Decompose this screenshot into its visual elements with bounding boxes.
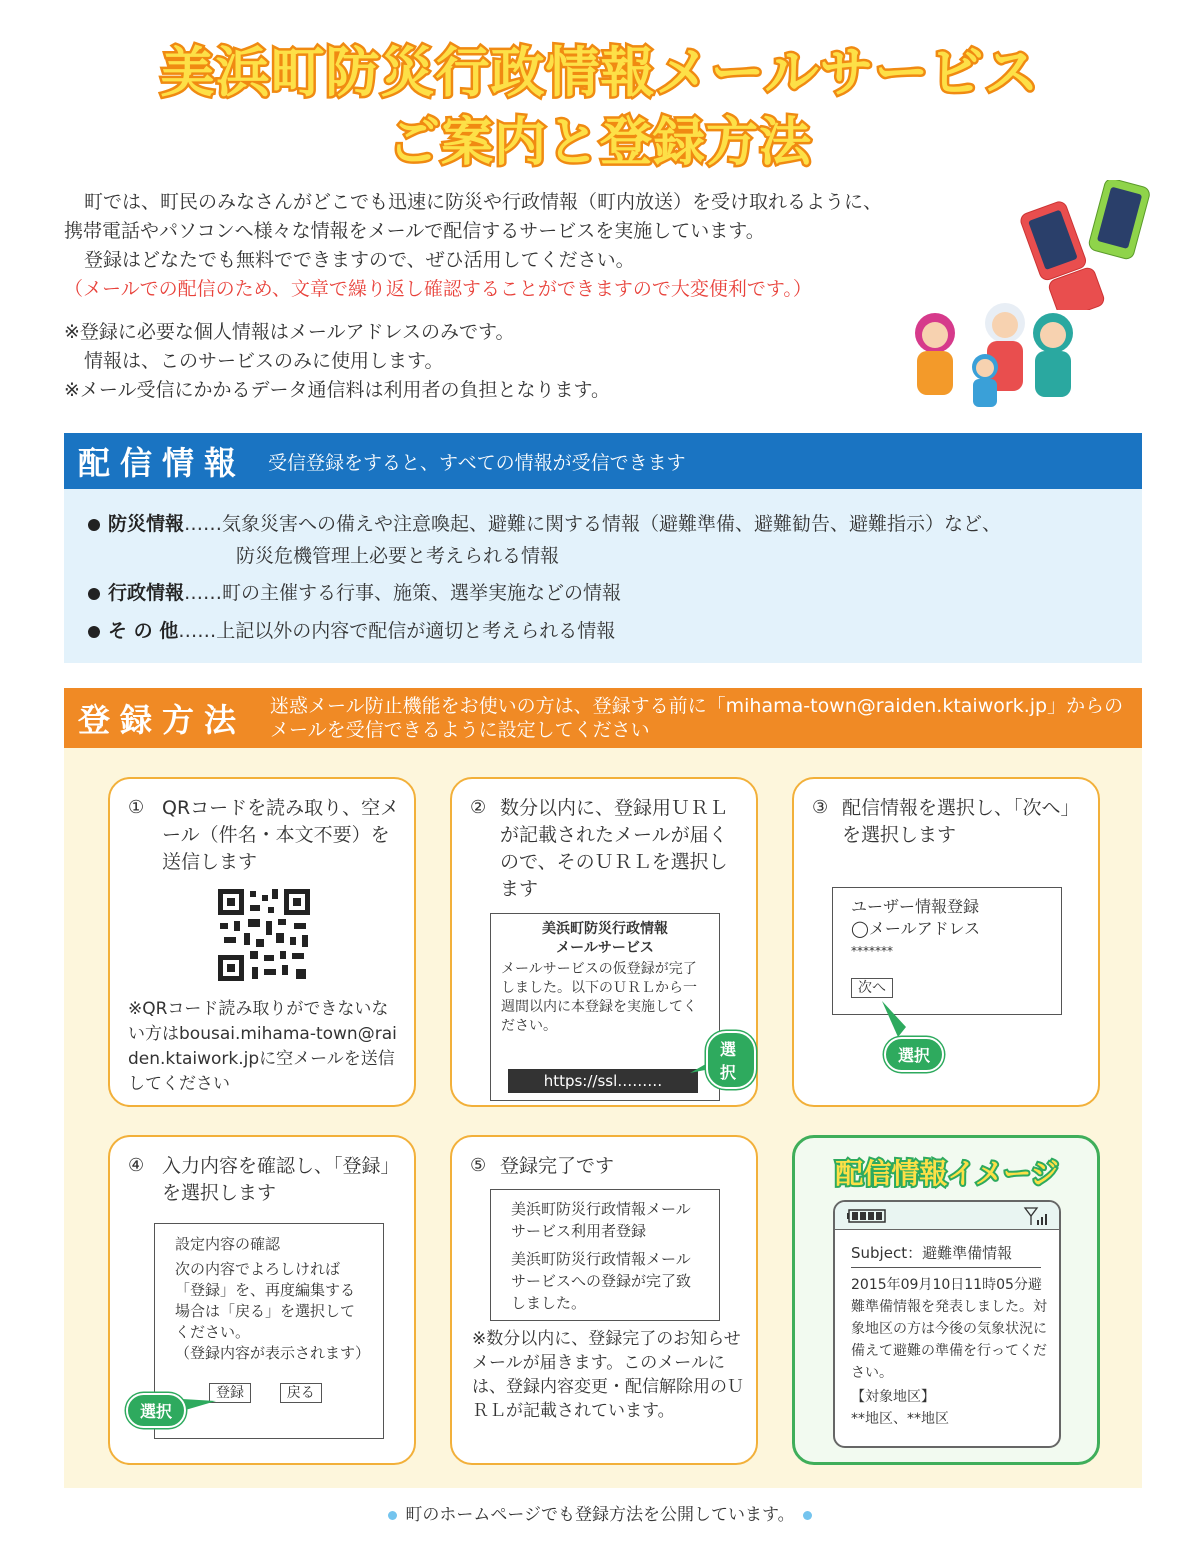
touroku-header (64, 688, 1142, 748)
step-number: ① (128, 797, 145, 818)
confirm-note: （登録内容が表示されます） (175, 1344, 371, 1362)
mail-body: 2015年09月10日11時05分避難準備情報を発表しました。対象地区の方は今後の気象状況に備えて避難の準備を行ってください。 (851, 1277, 1047, 1381)
family-illustration (905, 295, 1090, 420)
haishin-heading: 配信情報 (78, 444, 247, 482)
signal-icon (1023, 1206, 1051, 1226)
step-number: ③ (812, 797, 829, 818)
haishin-header (64, 433, 1142, 489)
step-number: ④ (128, 1155, 145, 1176)
footer-text: 町のホームページでも登録方法を公開しています。 (405, 1505, 795, 1525)
bullet-icon (88, 588, 100, 600)
bullet-icon (88, 519, 100, 531)
email-body: メールサービスの仮登録が完了しました。以下のＵＲＬから一週間以内に本登録を実施してください。 (501, 961, 697, 1034)
complete-preview-box (490, 1189, 720, 1321)
form-preview-box (832, 887, 1062, 1015)
url-link[interactable]: https://ssl……… (508, 1069, 698, 1093)
phone-status-bar (835, 1202, 1059, 1230)
item-label: 行政情報 (108, 582, 185, 604)
list-item-continued: 防災危機管理上必要と考えられる情報 (236, 545, 560, 567)
select-bubble: 選択 (884, 1037, 944, 1072)
notes (64, 318, 610, 405)
pointer-arrow-icon (878, 1001, 908, 1041)
intro-paragraph: 町では、町民のみなさんがどこでも迅速に防災や行政情報（町内放送）を受け取れるように、 (84, 191, 883, 213)
step-note: ※QRコード読み取りができないない方はbousai.mihama-town@raiden.ktaiwork.jpに空メールを送信してください (128, 999, 397, 1094)
step-text: QRコードを読み取り、空メール（件名・本文不要）を送信します (162, 797, 400, 873)
item-label: 防災情報 (108, 513, 185, 535)
next-button[interactable]: 次へ (851, 978, 893, 998)
form-field-value: ******* (851, 944, 893, 958)
bullet-icon (803, 1511, 812, 1520)
step-text: 登録完了です (500, 1155, 615, 1177)
confirm-body: 次の内容でよろしければ「登録」を、再度編集する場合は「戻る」を選択してください。 (175, 1260, 356, 1341)
step-card-1 (108, 777, 416, 1107)
footer (0, 1500, 1200, 1525)
item-label: そ の 他 (108, 620, 179, 642)
note-line: ※登録に必要な個人情報はメールアドレスのみです。 (64, 321, 515, 343)
pointer-arrow-icon (182, 1395, 218, 1415)
register-button[interactable]: 登録 (209, 1383, 251, 1403)
complete-title: 美浜町防災行政情報メールサービス利用者登録 (511, 1200, 691, 1240)
step-note: ※数分以内に、登録完了のお知らせメールが届きます。このメールには、登録内容変更・配信解除用のＵＲＬが記載されています。 (472, 1329, 744, 1421)
list-item (88, 509, 1001, 536)
form-title: ユーザー情報登録 (851, 897, 980, 916)
step-number: ⑤ (470, 1155, 487, 1176)
mail-subject: Subject：避難準備情報 (851, 1242, 1041, 1268)
list-item (88, 578, 621, 605)
qr-code-icon (218, 889, 310, 981)
step-card-4 (108, 1135, 416, 1465)
step-card-2 (450, 777, 758, 1107)
intro-highlight: （メールでの配信のため、文章で繰り返し確認することができますので大変便利です。） (64, 278, 812, 300)
step-text: 配信情報を選択し、「次へ」を選択します (842, 797, 1080, 846)
delivery-image-card (792, 1135, 1100, 1465)
form-field-label: ◯メールアドレス (851, 919, 981, 938)
delivery-image-title: 配信情報イメージ (835, 1157, 1059, 1190)
item-text: ……上記以外の内容で配信が適切と考えられる情報 (178, 620, 616, 642)
haishin-list (64, 489, 1142, 663)
email-title: 美浜町防災行政情報 (542, 921, 668, 937)
phone-screen (833, 1200, 1061, 1448)
step-card-5 (450, 1135, 758, 1465)
intro-paragraph: 携帯電話やパソコンへ様々な情報をメールで配信するサービスを実施しています。 (64, 220, 765, 242)
step-text: 数分以内に、登録用ＵＲＬが記載されたメールが届くので、そのＵＲＬを選択します (500, 797, 729, 900)
mobile-phones-illustration (1010, 180, 1150, 310)
note-line: 情報は、このサービスのみに使用します。 (84, 350, 444, 372)
email-title: メールサービス (556, 940, 654, 956)
touroku-subheading: 迷惑メール防止機能をお使いの方は、登録する前に「mihama-town@raiden.ktaiwork.jp」からのメールを受信できるように設定してください (270, 695, 1124, 741)
confirm-title: 設定内容の確認 (175, 1235, 281, 1253)
step-card-3 (792, 777, 1100, 1107)
select-bubble: 選択 (706, 1031, 756, 1089)
bullet-icon (388, 1511, 397, 1520)
step-number: ② (470, 797, 487, 818)
bullet-icon (88, 626, 100, 638)
mail-area: **地区、**地区 (851, 1411, 949, 1427)
list-item (88, 616, 615, 643)
touroku-heading: 登録方法 (78, 701, 247, 739)
intro-text (64, 188, 1024, 304)
battery-icon (847, 1209, 889, 1223)
back-button[interactable]: 戻る (280, 1383, 322, 1403)
page-title-line2: ご案内と登録方法 (387, 113, 812, 173)
item-text: ……町の主催する行事、施策、選挙実施などの情報 (184, 582, 622, 604)
complete-body: 美浜町防災行政情報メールサービスへの登録が完了致しました。 (511, 1250, 692, 1312)
mail-area-label: 【対象地区】 (851, 1389, 935, 1405)
note-line: ※メール受信にかかるデータ通信料は利用者の負担となります。 (64, 379, 611, 401)
intro-paragraph: 登録はどなたでも無料でできますので、ぜひ活用してください。 (84, 249, 635, 271)
step-text: 入力内容を確認し、「登録」を選択します (162, 1155, 400, 1204)
page-title-line1: 美浜町防災行政情報メールサービス (160, 41, 1040, 104)
item-text: ……気象災害への備えや注意喚起、避難に関する情報（避難準備、避難勧告、避難指示）など、 (184, 513, 1002, 535)
select-bubble: 選択 (126, 1393, 186, 1428)
haishin-subheading: 受信登録をすると、すべての情報が受信できます (268, 451, 686, 474)
